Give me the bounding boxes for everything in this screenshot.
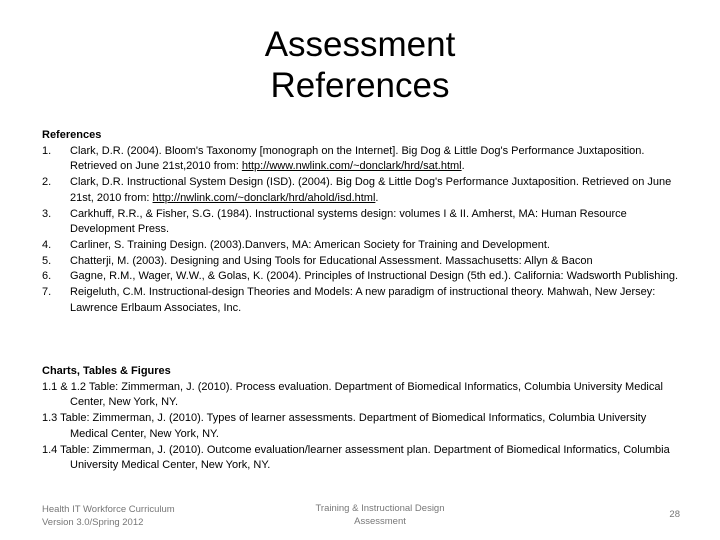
reference-item	[42, 285, 682, 316]
footer-curriculum	[42, 503, 175, 529]
reference-number: 2.	[42, 176, 52, 189]
reference-number: 7.	[42, 286, 52, 299]
footer-unit-name: Training & Instructional Design	[315, 503, 445, 514]
reference-number: 3.	[42, 207, 52, 220]
reference-item	[42, 144, 682, 175]
reference-link[interactable]: http://www.nwlink.com/~donclark/hrd/sat.html	[241, 160, 462, 173]
reference-number: 1.	[42, 144, 52, 157]
reference-text: Carliner, S. Training Design. (2003).Danvers, MA: American Society for Training and Development.	[70, 238, 550, 251]
reference-body: Clark, D.R. Instructional System Design (ISD). (2004). Big Dog & Little Dog's Performance Juxtaposition. Retrieved on June 21st, 2010 from:	[70, 176, 672, 204]
reference-text: Carkhuff, R.R., & Fisher, S.G. (1984). Instructional systems design: volumes I & II. Amherst, MA: Human Resource Development Press.	[70, 207, 627, 236]
reference-suffix: .	[375, 191, 379, 204]
reference-text	[70, 144, 682, 175]
reference-item	[42, 207, 682, 238]
references-section	[42, 128, 682, 316]
chart-citation: 1.4 Table: Zimmerman, J. (2010). Outcome evaluation/learner assessment plan. Department of Biomedical Informatics, Columbia University Medical Center, New York, NY.	[42, 443, 670, 472]
slide-title-line1: Assessment	[264, 25, 456, 64]
footer-curriculum-name: Health IT Workforce Curriculum	[42, 504, 175, 515]
reference-link[interactable]: http://nwlink.com/~donclark/hrd/ahold/isd.html	[152, 191, 376, 204]
charts-heading: Charts, Tables & Figures	[42, 365, 171, 377]
reference-text	[70, 175, 682, 206]
reference-item	[42, 175, 682, 206]
reference-text: Reigeluth, C.M. Instructional-design Theories and Models: A new paradigm of instructional theory. Mahwah, New Jersey: Lawrence Erlbaum Associates, Inc.	[70, 286, 656, 314]
reference-item	[42, 269, 682, 285]
footer-unit-topic: Assessment	[354, 516, 406, 527]
footer-version: Version 3.0/Spring 2012	[42, 517, 144, 528]
footer-unit	[300, 502, 460, 528]
slide-title-line2: References	[270, 66, 450, 105]
reference-number: 5.	[42, 254, 52, 267]
reference-number: 4.	[42, 238, 52, 251]
page-number: 28	[669, 509, 680, 520]
references-heading: References	[42, 129, 102, 141]
reference-text: Gagne, R.M., Wager, W.W., & Golas, K. (2004). Principles of Instructional Design (5th ed.). California: Wadsworth Publishing.	[70, 270, 679, 283]
reference-text: Chatterji, M. (2003). Designing and Using Tools for Educational Assessment. Massachusetts: Allyn & Bacon	[70, 254, 593, 267]
charts-tables-figures-section	[42, 364, 682, 474]
reference-number: 6.	[42, 270, 52, 283]
reference-suffix: .	[461, 160, 465, 173]
chart-citation: 1.3 Table: Zimmerman, J. (2010). Types of learner assessments. Department of Biomedical Informatics, Columbia University Medical Center, New York, NY.	[42, 412, 647, 440]
slide-title	[0, 24, 720, 106]
reference-body: Clark, D.R. (2004). Bloom's Taxonomy [monograph on the Internet]. Big Dog & Little Dog's Performance Juxtaposition. Retrieved on June 21st,2010 from:	[70, 144, 645, 173]
reference-item	[42, 254, 682, 270]
reference-item	[42, 238, 682, 254]
chart-citation: 1.1 & 1.2 Table: Zimmerman, J. (2010). Process evaluation. Department of Biomedical Informatics, Columbia University Medical Center, New York, NY.	[42, 380, 663, 409]
